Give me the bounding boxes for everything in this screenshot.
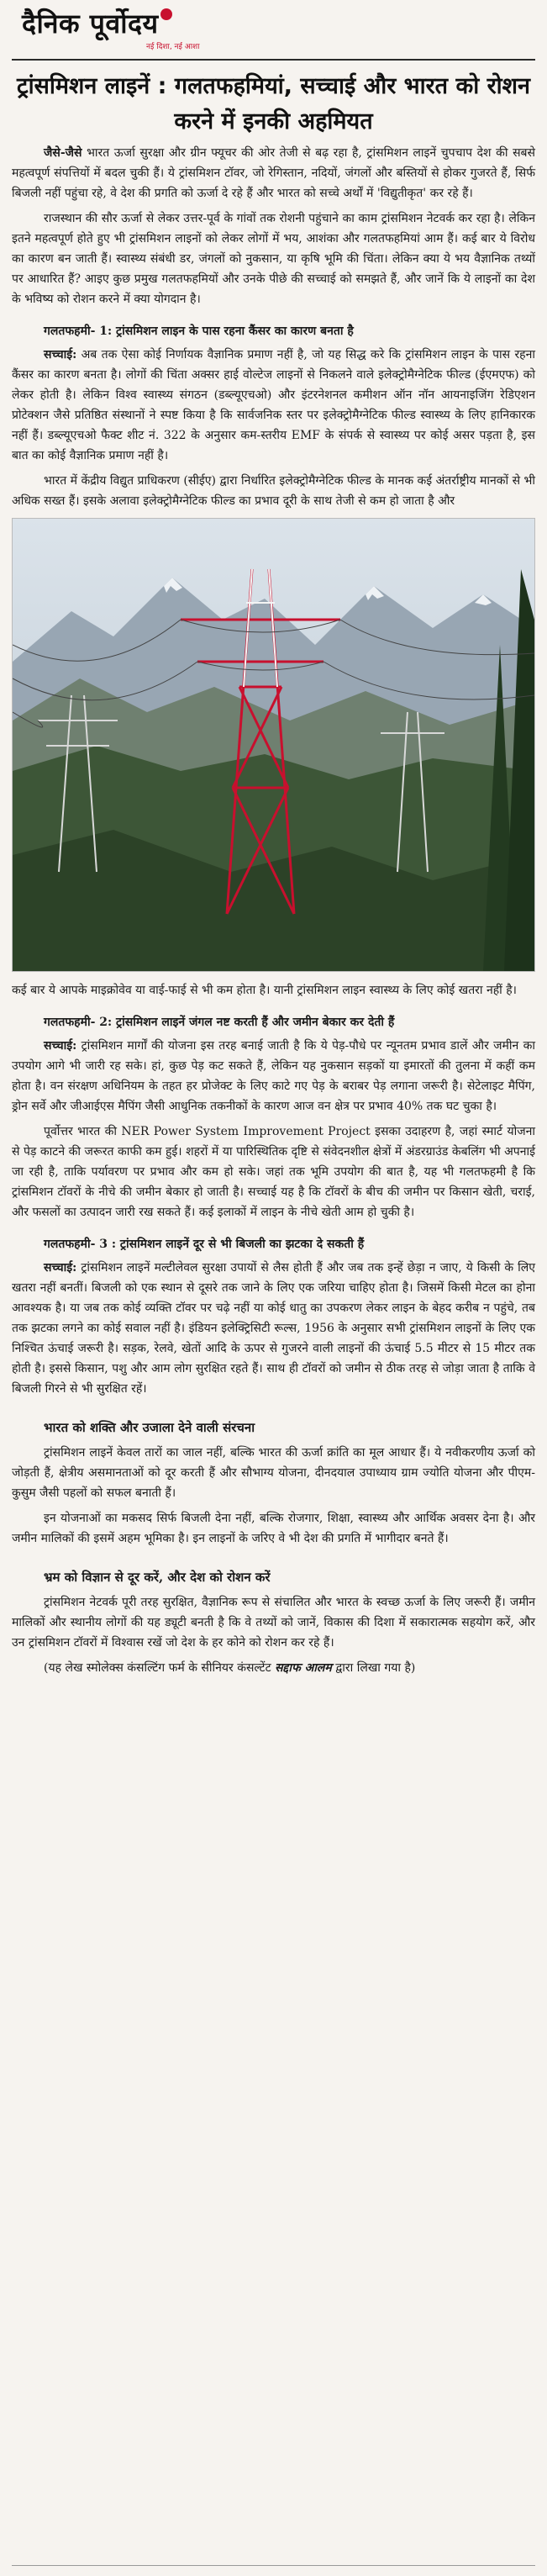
logo-dot-icon <box>160 8 172 20</box>
myth-2-paragraph-2: पूर्वोत्तर भारत की NER Power System Improvement Project इसका उदाहरण है, जहां स्मार्ट योजना से पेड़ काटने की जरूरत काफी कम हुई। शहरों में या पारिस्थितिक दृष्टि से संवेदनशील क्षेत्रों में अंडरग्राउंड केबलिंग भी अपनाई जा रही है, ताकि पर्यावरण पर प्रभाव और कम हो सके। जहां तक भूमि उपयोग की बात है, यह भी गलतफहमी है कि ट्रांसमिशन टॉवरों के नीचे की जमीन बेकार हो जाती है। सच्चाई यह है कि टॉवरों के बीच की जमीन पर किसान खेती, चराई, और फसलों का उत्पादन जारी रख सकते हैं। कई इलाकों में लाइन के नीचे खेती आम हो चुकी है। <box>12 1125 535 1219</box>
section-4-paragraph-1: ट्रांसमिशन लाइनें केवल तारों का जाल नहीं, बल्कि भारत की ऊर्जा क्रांति का मूल आधार हैं। ये नवीकरणीय ऊर्जा को जोड़ती हैं, क्षेत्रीय असमानताओं को दूर करती हैं और सौभाग्य योजना, दीनदयाल उपाध्याय ग्राम ज्योति योजना और पीएम-कुसुम जैसी पहलों को सफल बनाती हैं। <box>12 1446 535 1500</box>
lead-word: जैसे-जैसे <box>44 146 82 160</box>
myth-1-paragraph-2: भारत में केंद्रीय विद्युत प्राधिकरण (सीईए) द्वारा निर्धारित इलेक्ट्रोमैग्नेटिक फील्ड के मानक कई अंतर्राष्ट्रीय मानकों से भी अधिक सख्त हैं। इसके अलावा इलेक्ट्रोमैग्नेटिक फील्ड का प्रभाव दूरी के साथ तेजी से कम हो जाता है और <box>12 474 535 508</box>
myth-1-heading: गलतफहमी- 1: ट्रांसमिशन लाइन के पास रहना कैंसर का कारण बनता है <box>44 325 354 338</box>
page-bottom-rule <box>12 2565 535 2566</box>
newspaper-logo[interactable] <box>22 5 172 41</box>
truth-label: सच्चाई: <box>44 348 77 362</box>
truth-label: सच्चाई: <box>44 1039 77 1053</box>
truth-label: सच्चाई: <box>44 1261 77 1275</box>
author-suffix: द्वारा लिखा गया है) <box>331 1661 416 1675</box>
author-prefix: (यह लेख स्मोलेक्स कंसल्टिंग फर्म के सीनियर कंसल्टेंट <box>44 1661 276 1675</box>
logo-text: दैनिक पूर्वोदय <box>22 8 159 40</box>
intro-paragraph-2: राजस्थान की सौर ऊर्जा से लेकर उत्तर-पूर्व के गांवों तक रोशनी पहुंचाने का काम ट्रांसमिशन नेटवर्क कर रहा है। लेकिन इतने महत्वपूर्ण होते हुए भी ट्रांसमिशन लाइनों को लेकर लोगों में भय, आशंका और गलतफहमियां आम हैं। कई बार ये विरोध का कारण बन जाती हैं। स्वास्थ्य संबंधी डर, जंगलों को नुकसान, या कृषि भूमि की चिंता। लेकिन क्या ये भय वैज्ञानिक तथ्यों पर आधारित हैं? आइए कुछ प्रमुख गलतफहमियों और उनके पीछे की सच्चाई को समझते हैं, और जानें कि ये लाइनों का देश के भविष्य को रोशन करने में क्या योगदान है। <box>12 212 535 306</box>
myth-1-text: अब तक ऐसा कोई निर्णायक वैज्ञानिक प्रमाण नहीं है, जो यह सिद्ध करे कि ट्रांसमिशन लाइन के पास रहना कैंसर का कारण बनता है। लोगों की चिंता अक्सर हाई वोल्टेज लाइनों से निकलने वाले इलेक्ट्रोमैग्नेटिक फील्ड (ईएमएफ) को लेकर होती है। लेकिन विश्व स्वास्थ्य संगठन (डब्ल्यूएचओ) और इंटरनेशनल कमीशन ऑन नॉन आयनाइजिंग रेडिएशन प्रोटेक्शन जैसे प्रतिष्ठित संस्थानों ने स्पष्ट किया है कि सार्वजनिक स्तर पर इलेक्ट्रोमैग्नेटिक फील्ड स्वास्थ्य के लिए हानिकारक नहीं हैं। डब्ल्यूएचओ फैक्ट शीट नं. 322 के अनुसार कम-स्तरीय EMF के संपर्क से स्वास्थ्य पर कोई असर पड़ता है, इस बात का कोई वैज्ञानिक प्रमाण नहीं है। <box>12 348 535 462</box>
myth-1-paragraph-3: कई बार ये आपके माइक्रोवेव या वाई-फाई से भी कम होता है। यानी ट्रांसमिशन लाइन स्वास्थ्य के लिए कोई खतरा नहीं है। <box>12 984 517 997</box>
section-4-heading: भारत को शक्ति और उजाला देने वाली संरचना <box>44 1420 255 1435</box>
myth-2-text: ट्रांसमिशन मार्गों की योजना इस तरह बनाई जाती है कि ये पेड़-पौधे पर न्यूनतम प्रभाव डालें और जमीन का उपयोग आगे भी जारी रह सके। हां, कुछ पेड़ कट सकते हैं, लेकिन यह नुकसान सड़कों या इमारतों की तुलना में कहीं कम होता है। वन संरक्षण अधिनियम के तहत हर प्रोजेक्ट के लिए काटे गए पेड़ के बराबर पेड़ लगाना जरूरी है। सेटेलाइट मैपिंग, ड्रोन सर्वे और जीआईएस मैपिंग जैसी आधुनिक तकनीकों के कारण आज वन क्षेत्र पर प्रभाव 40% तक घट चुका है। <box>12 1039 535 1113</box>
myth-1-answer <box>12 345 535 466</box>
masthead <box>12 0 535 61</box>
tagline: नई दिशा, नई आशा <box>146 43 200 51</box>
transmission-tower-landscape-photo <box>13 519 534 971</box>
article-photo <box>12 518 535 972</box>
author-note <box>12 1658 535 1678</box>
article-body <box>12 143 535 1678</box>
intro-paragraph-1 <box>12 143 535 203</box>
myth-2-answer <box>12 1036 535 1116</box>
intro-text-1: भारत ऊर्जा सुरक्षा और ग्रीन फ्यूचर की ओर तेजी से बढ़ रहा है, ट्रांसमिशन लाइनें चुपचाप देश की सबसे महत्वपूर्ण संपत्तियों में बदल चुकी हैं। ये ट्रांसमिशन टॉवर, जो रेगिस्तान, नदियों, जंगलों और बस्तियों से होकर गुजरते हैं, सिर्फ बिजली नहीं पहुंचा रहे, वे देश की प्रगति को ऊर्जा दे रहे हैं और भारत को सच्चे अर्थों में 'विद्युतीकृत' कर रहे हैं। <box>12 146 535 200</box>
author-name[interactable]: सद्दाफ आलम <box>275 1661 332 1675</box>
section-5-heading: भ्रम को विज्ञान से दूर करें, और देश को रोशन करें <box>44 1570 271 1585</box>
article-headline: ट्रांसमिशन लाइनें : गलतफहमियां, सच्चाई और भारत को रोशन करने में इनकी अहमियत <box>17 73 530 135</box>
section-4-paragraph-2: इन योजनाओं का मकसद सिर्फ बिजली देना नहीं, बल्कि रोजगार, शिक्षा, स्वास्थ्य और आर्थिक अवसर देना है। और जमीन मालिकों की इसमें अहम भूमिका है। इन लाइनों के जरिए वे भी देश की प्रगति में भागीदार बनते हैं। <box>12 1512 535 1545</box>
myth-3-heading: गलतफहमी- 3 : ट्रांसमिशन लाइनें दूर से भी बिजली का झटका दे सकती हैं <box>44 1238 365 1251</box>
myth-3-text: ट्रांसमिशन लाइनें मल्टीलेवल सुरक्षा उपायों से लैस होती हैं और जब तक इन्हें छेड़ा न जाए, ये किसी के लिए खतरा नहीं बनतीं। बिजली को एक स्थान से दूसरे तक जाने के लिए एक जरिया चाहिए होता है। जिसमें किसी मेटल का होना आवश्यक है। या जब तक कोई व्यक्ति टॉवर पर चढ़े नहीं या कोई धातु का उपकरण लेकर लाइन के बेहद करीब न पहुंचे, तब तक झटका लगने का कोई सवाल नहीं है। इंडियन इलेक्ट्रिसिटी रूल्स, 1956 के अनुसार सभी ट्रांसमिशन लाइनों के लिए एक निश्चित ऊंचाई जरूरी है। सड़क, रेलवे, खेतों आदि के ऊपर से गुजरने वाली लाइनों की ऊंचाई 5.5 मीटर से 15 मीटर तक होती है। इससे किसान, पशु और आम लोग सुरक्षित रहते हैं। साथ ही टॉवरों को जमीन से ठीक तरह से जोड़ा जाता है ताकि वे बिजली गिरने से भी सुरक्षित रहें। <box>12 1261 535 1396</box>
myth-2-heading: गलतफहमी- 2: ट्रांसमिशन लाइनें जंगल नष्ट करती हैं और जमीन बेकार कर देती हैं <box>44 1016 395 1029</box>
myth-3-answer <box>12 1258 535 1399</box>
section-5-paragraph-1: ट्रांसमिशन नेटवर्क पूरी तरह सुरक्षित, वैज्ञानिक रूप से संचालित और भारत के स्वच्छ ऊर्जा के लिए जरूरी हैं। जमीन मालिकों और स्थानीय लोगों की यह ड्यूटी बनती है कि वे तथ्यों को जानें, विकास की दिशा में सकारात्मक सहयोग करें, और उन ट्रांसमिशन टॉवरों में विश्वास रखें जो देश के हर कोने को रोशन कर रहे हैं। <box>12 1596 535 1650</box>
